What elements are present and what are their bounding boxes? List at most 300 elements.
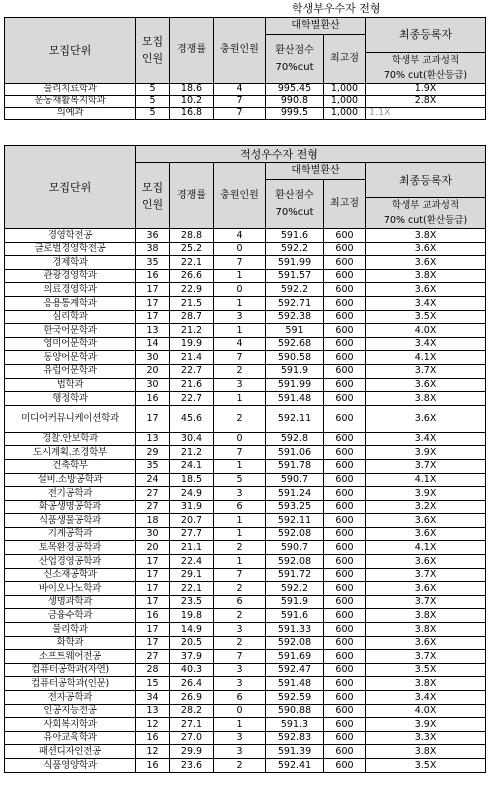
grade-cell: 3.8X <box>366 623 486 637</box>
extra-cell: 1 <box>214 269 266 283</box>
grade-cell: 3.7X <box>366 459 486 473</box>
table-row <box>5 555 486 569</box>
table-row <box>5 636 486 650</box>
header-competition: 경쟁률 <box>170 17 214 83</box>
grade-cell: 3.6X <box>366 527 486 541</box>
score-cell: 591.6 <box>266 229 324 243</box>
extra-cell: 7 <box>214 107 266 119</box>
table-row <box>5 83 486 95</box>
quota-cell: 5 <box>136 95 170 107</box>
extra-cell: 1 <box>214 514 266 528</box>
max-score-cell: 600 <box>324 527 366 541</box>
extra-cell: 0 <box>214 242 266 256</box>
header-unit: 모집단위 <box>5 17 136 83</box>
grade-cell: 4.0X <box>366 704 486 718</box>
dept-cell: 컴퓨터공학과(자연) <box>5 663 136 677</box>
extra-cell: 1 <box>214 324 266 338</box>
extra-cell: 1 <box>214 555 266 569</box>
dept-cell: 설비.소방공학과 <box>5 473 136 487</box>
quota-cell: 28 <box>136 663 170 677</box>
dept-cell: 소프트웨어전공 <box>5 650 136 664</box>
max-score-cell: 600 <box>324 663 366 677</box>
grade-cell: 3.8X <box>366 392 486 406</box>
score-cell: 592.08 <box>266 636 324 650</box>
header-final-sub: 학생부 교과성적 70% cut(환산등급) <box>366 52 486 83</box>
competition-cell: 23.6 <box>170 758 214 772</box>
extra-cell: 0 <box>214 283 266 297</box>
quota-cell: 35 <box>136 459 170 473</box>
table-row <box>5 351 486 365</box>
score-cell: 591.78 <box>266 459 324 473</box>
quota-cell: 17 <box>136 405 170 432</box>
competition-cell: 28.7 <box>170 310 214 324</box>
score-cell: 591.72 <box>266 568 324 582</box>
table-row <box>5 758 486 772</box>
dept-cell: 미디어커뮤니케이션학과 <box>5 405 136 432</box>
quota-cell: 16 <box>136 731 170 745</box>
grade-cell: 3.5X <box>366 310 486 324</box>
dept-cell: 도시계획.조경학부 <box>5 446 136 460</box>
table-aptitude <box>4 145 486 773</box>
competition-cell: 22.7 <box>170 392 214 406</box>
quota-cell: 12 <box>136 745 170 759</box>
extra-cell: 2 <box>214 758 266 772</box>
competition-cell: 31.9 <box>170 500 214 514</box>
score-cell: 592.2 <box>266 283 324 297</box>
score-cell: 590.7 <box>266 473 324 487</box>
competition-cell: 24.1 <box>170 459 214 473</box>
table-row <box>5 337 486 351</box>
competition-cell: 28.2 <box>170 704 214 718</box>
score-cell: 590.58 <box>266 351 324 365</box>
table-row <box>5 691 486 705</box>
extra-cell: 0 <box>214 704 266 718</box>
grade-cell: 3.6X <box>366 636 486 650</box>
table-row <box>5 514 486 528</box>
competition-cell: 21.1 <box>170 541 214 555</box>
max-score-cell: 600 <box>324 758 366 772</box>
quota-cell: 16 <box>136 269 170 283</box>
table-row <box>5 95 486 107</box>
header-final-group: 최종등록자 <box>366 17 486 52</box>
grade-cell: 3.3X <box>366 731 486 745</box>
dept-cell: 경영학전공 <box>5 229 136 243</box>
score-cell: 591.39 <box>266 745 324 759</box>
table-title: 적성우수자 전형 <box>136 146 486 163</box>
extra-cell: 7 <box>214 650 266 664</box>
extra-cell: 3 <box>214 623 266 637</box>
quota-cell: 27 <box>136 500 170 514</box>
max-score-cell: 600 <box>324 364 366 378</box>
score-cell: 592.68 <box>266 337 324 351</box>
max-score-cell: 600 <box>324 256 366 270</box>
max-score-cell: 600 <box>324 582 366 596</box>
competition-cell: 23.5 <box>170 595 214 609</box>
header-competition: 경쟁률 <box>170 163 214 229</box>
score-cell: 990.8 <box>266 95 324 107</box>
competition-cell: 24.9 <box>170 487 214 501</box>
grade-cell: 3.7X <box>366 364 486 378</box>
competition-cell: 19.8 <box>170 609 214 623</box>
grade-cell: 3.6X <box>366 582 486 596</box>
extra-cell: 4 <box>214 83 266 95</box>
quota-cell: 36 <box>136 229 170 243</box>
dept-cell: 산업경영공학과 <box>5 555 136 569</box>
score-cell: 592.2 <box>266 242 324 256</box>
max-score-cell: 600 <box>324 704 366 718</box>
dept-cell: 금융수학과 <box>5 609 136 623</box>
header-quota: 모집 인원 <box>136 17 170 83</box>
max-score-cell: 600 <box>324 718 366 732</box>
score-cell: 590.88 <box>266 704 324 718</box>
quota-cell: 18 <box>136 514 170 528</box>
table-row <box>5 229 486 243</box>
dept-cell: 인공지능전공 <box>5 704 136 718</box>
max-score-cell: 600 <box>324 691 366 705</box>
dept-cell: 운동재활복지학과 <box>5 95 136 107</box>
header-score-cut: 환산점수 70%cut <box>266 34 324 83</box>
quota-cell: 38 <box>136 242 170 256</box>
table-row <box>5 527 486 541</box>
grade-cell: 1.1X <box>366 107 486 119</box>
table-row <box>5 500 486 514</box>
table-row <box>5 663 486 677</box>
extra-cell: 3 <box>214 378 266 392</box>
table-row <box>5 432 486 446</box>
dept-cell: 토목환경공학과 <box>5 541 136 555</box>
table-row <box>5 704 486 718</box>
score-cell: 592.59 <box>266 691 324 705</box>
score-cell: 591.6 <box>266 609 324 623</box>
score-cell: 592.08 <box>266 555 324 569</box>
dept-cell: 한국어문학과 <box>5 324 136 338</box>
score-cell: 591.57 <box>266 269 324 283</box>
dept-cell: 행정학과 <box>5 392 136 406</box>
max-score-cell: 600 <box>324 555 366 569</box>
dept-cell: 식품생물공학과 <box>5 514 136 528</box>
grade-cell: 3.6X <box>366 242 486 256</box>
max-score-cell: 1,000 <box>324 83 366 95</box>
table-row <box>5 731 486 745</box>
dept-cell: 의료경영학과 <box>5 283 136 297</box>
competition-cell: 26.6 <box>170 269 214 283</box>
dept-cell: 물리치료학과 <box>5 83 136 95</box>
dept-cell: 바이오나노학과 <box>5 582 136 596</box>
dept-cell: 글로벌경영학전공 <box>5 242 136 256</box>
grade-cell: 1.9X <box>366 83 486 95</box>
quota-cell: 17 <box>136 582 170 596</box>
header-final-group: 최종등록자 <box>366 163 486 198</box>
table-row <box>5 609 486 623</box>
extra-cell: 3 <box>214 677 266 691</box>
score-cell: 592.83 <box>266 731 324 745</box>
max-score-cell: 600 <box>324 269 366 283</box>
score-cell: 995.45 <box>266 83 324 95</box>
score-cell: 999.5 <box>266 107 324 119</box>
extra-cell: 6 <box>214 691 266 705</box>
competition-cell: 21.4 <box>170 351 214 365</box>
grade-cell: 4.1X <box>366 541 486 555</box>
extra-cell: 3 <box>214 663 266 677</box>
max-score-cell: 600 <box>324 310 366 324</box>
header-unit: 모집단위 <box>5 146 136 229</box>
extra-cell: 2 <box>214 364 266 378</box>
table-row <box>5 541 486 555</box>
max-score-cell: 600 <box>324 487 366 501</box>
quota-cell: 17 <box>136 310 170 324</box>
extra-cell: 3 <box>214 310 266 324</box>
quota-cell: 35 <box>136 256 170 270</box>
extra-cell: 4 <box>214 337 266 351</box>
extra-cell: 7 <box>214 568 266 582</box>
grade-cell: 3.8X <box>366 229 486 243</box>
table-row <box>5 405 486 432</box>
dept-cell: 의예과 <box>5 107 136 119</box>
table-row <box>5 568 486 582</box>
competition-cell: 28.8 <box>170 229 214 243</box>
dept-cell: 물리학과 <box>5 623 136 637</box>
max-score-cell: 600 <box>324 677 366 691</box>
competition-cell: 10.2 <box>170 95 214 107</box>
score-cell: 593.25 <box>266 500 324 514</box>
max-score-cell: 600 <box>324 514 366 528</box>
extra-cell: 0 <box>214 432 266 446</box>
grade-cell: 3.9X <box>366 718 486 732</box>
header-score-cut: 환산점수 70%cut <box>266 180 324 229</box>
table-row <box>5 459 486 473</box>
extra-cell: 3 <box>214 745 266 759</box>
grade-cell: 3.8X <box>366 269 486 283</box>
score-cell: 591.69 <box>266 650 324 664</box>
grade-cell: 3.6X <box>366 256 486 270</box>
grade-cell: 3.5X <box>366 758 486 772</box>
max-score-cell: 600 <box>324 609 366 623</box>
table-row <box>5 269 486 283</box>
score-cell: 592.08 <box>266 527 324 541</box>
dept-cell: 심리학과 <box>5 310 136 324</box>
score-cell: 592.11 <box>266 405 324 432</box>
quota-cell: 16 <box>136 392 170 406</box>
score-cell: 591.33 <box>266 623 324 637</box>
quota-cell: 17 <box>136 555 170 569</box>
max-score-cell: 1,000 <box>324 107 366 119</box>
competition-cell: 25.2 <box>170 242 214 256</box>
extra-cell: 1 <box>214 527 266 541</box>
max-score-cell: 600 <box>324 595 366 609</box>
table-row <box>5 296 486 310</box>
header-extra: 충원인원 <box>214 17 266 83</box>
competition-cell: 18.6 <box>170 83 214 95</box>
competition-cell: 27.7 <box>170 527 214 541</box>
competition-cell: 18.5 <box>170 473 214 487</box>
score-cell: 592.41 <box>266 758 324 772</box>
score-cell: 591.99 <box>266 256 324 270</box>
table-row <box>5 392 486 406</box>
competition-cell: 22.1 <box>170 582 214 596</box>
quota-cell: 5 <box>136 83 170 95</box>
quota-cell: 29 <box>136 446 170 460</box>
header-final-sub: 학생부 교과성적 70% cut(환산등급) <box>366 198 486 229</box>
score-cell: 591.48 <box>266 392 324 406</box>
table-row <box>5 364 486 378</box>
table-row <box>5 487 486 501</box>
grade-cell: 3.7X <box>366 595 486 609</box>
table-row <box>5 623 486 637</box>
grade-cell: 3.6X <box>366 514 486 528</box>
grade-cell: 3.6X <box>366 378 486 392</box>
grade-cell: 3.4X <box>366 337 486 351</box>
extra-cell: 1 <box>214 296 266 310</box>
extra-cell: 6 <box>214 500 266 514</box>
extra-cell: 5 <box>214 473 266 487</box>
competition-cell: 27.0 <box>170 731 214 745</box>
dept-cell: 경제학과 <box>5 256 136 270</box>
grade-cell: 3.6X <box>366 283 486 297</box>
quota-cell: 16 <box>136 758 170 772</box>
max-score-cell: 600 <box>324 446 366 460</box>
table-title: 학생부우수자 전형 <box>5 0 486 17</box>
table-row <box>5 473 486 487</box>
competition-cell: 21.2 <box>170 324 214 338</box>
dept-cell: 전자공학과 <box>5 691 136 705</box>
competition-cell: 21.2 <box>170 446 214 460</box>
header-uni-group: 대학별환산 <box>266 17 366 34</box>
grade-cell: 3.8X <box>366 745 486 759</box>
extra-cell: 4 <box>214 229 266 243</box>
score-cell: 591.3 <box>266 718 324 732</box>
quota-cell: 27 <box>136 487 170 501</box>
dept-cell: 식품영양학과 <box>5 758 136 772</box>
competition-cell: 14.9 <box>170 623 214 637</box>
grade-cell: 3.6X <box>366 555 486 569</box>
grade-cell: 3.9X <box>366 487 486 501</box>
competition-cell: 22.7 <box>170 364 214 378</box>
quota-cell: 17 <box>136 623 170 637</box>
quota-cell: 13 <box>136 324 170 338</box>
max-score-cell: 600 <box>324 745 366 759</box>
grade-cell: 3.9X <box>366 446 486 460</box>
table-student-record <box>4 0 486 120</box>
competition-cell: 26.4 <box>170 677 214 691</box>
grade-cell: 3.7X <box>366 568 486 582</box>
table-row <box>5 677 486 691</box>
extra-cell: 2 <box>214 636 266 650</box>
score-cell: 592.2 <box>266 582 324 596</box>
grade-cell: 3.2X <box>366 500 486 514</box>
dept-cell: 전기공학과 <box>5 487 136 501</box>
quota-cell: 17 <box>136 296 170 310</box>
table-row <box>5 718 486 732</box>
competition-cell: 20.7 <box>170 514 214 528</box>
extra-cell: 7 <box>214 351 266 365</box>
quota-cell: 12 <box>136 718 170 732</box>
table-row <box>5 378 486 392</box>
quota-cell: 16 <box>136 609 170 623</box>
extra-cell: 7 <box>214 446 266 460</box>
competition-cell: 27.1 <box>170 718 214 732</box>
max-score-cell: 600 <box>324 405 366 432</box>
table-row <box>5 242 486 256</box>
max-score-cell: 600 <box>324 459 366 473</box>
grade-cell: 3.8X <box>366 677 486 691</box>
score-cell: 591.99 <box>266 378 324 392</box>
quota-cell: 20 <box>136 364 170 378</box>
quota-cell: 14 <box>136 337 170 351</box>
competition-cell: 20.5 <box>170 636 214 650</box>
dept-cell: 화공생명공학과 <box>5 500 136 514</box>
max-score-cell: 600 <box>324 731 366 745</box>
competition-cell: 22.4 <box>170 555 214 569</box>
score-cell: 590.7 <box>266 541 324 555</box>
grade-cell: 3.4X <box>366 691 486 705</box>
header-extra: 충원인원 <box>214 163 266 229</box>
extra-cell: 2 <box>214 405 266 432</box>
extra-cell: 7 <box>214 95 266 107</box>
dept-cell: 유럽어문학과 <box>5 364 136 378</box>
quota-cell: 30 <box>136 351 170 365</box>
quota-cell: 20 <box>136 541 170 555</box>
table-row <box>5 595 486 609</box>
max-score-cell: 600 <box>324 432 366 446</box>
max-score-cell: 600 <box>324 623 366 637</box>
competition-cell: 19.9 <box>170 337 214 351</box>
quota-cell: 17 <box>136 636 170 650</box>
max-score-cell: 600 <box>324 541 366 555</box>
grade-cell: 4.1X <box>366 473 486 487</box>
dept-cell: 법학과 <box>5 378 136 392</box>
dept-cell: 생명과학과 <box>5 595 136 609</box>
dept-cell: 관광경영학과 <box>5 269 136 283</box>
quota-cell: 17 <box>136 595 170 609</box>
competition-cell: 16.8 <box>170 107 214 119</box>
header-uni-group: 대학별환산 <box>266 163 366 180</box>
score-cell: 591.9 <box>266 364 324 378</box>
quota-cell: 13 <box>136 704 170 718</box>
competition-cell: 22.1 <box>170 256 214 270</box>
competition-cell: 22.9 <box>170 283 214 297</box>
grade-cell: 3.6X <box>366 405 486 432</box>
extra-cell: 7 <box>214 256 266 270</box>
extra-cell: 1 <box>214 459 266 473</box>
quota-cell: 5 <box>136 107 170 119</box>
quota-cell: 15 <box>136 677 170 691</box>
header-max-score: 최고점 <box>324 34 366 83</box>
table-row <box>5 310 486 324</box>
competition-cell: 21.6 <box>170 378 214 392</box>
quota-cell: 13 <box>136 432 170 446</box>
table-row <box>5 745 486 759</box>
max-score-cell: 600 <box>324 351 366 365</box>
competition-cell: 45.6 <box>170 405 214 432</box>
extra-cell: 1 <box>214 718 266 732</box>
grade-cell: 2.8X <box>366 95 486 107</box>
score-cell: 592.8 <box>266 432 324 446</box>
grade-cell: 3.4X <box>366 432 486 446</box>
quota-cell: 24 <box>136 473 170 487</box>
table-row <box>5 650 486 664</box>
score-cell: 591 <box>266 324 324 338</box>
dept-cell: 응용통계학과 <box>5 296 136 310</box>
quota-cell: 17 <box>136 568 170 582</box>
quota-cell: 27 <box>136 650 170 664</box>
dept-cell: 컴퓨터공학과(인문) <box>5 677 136 691</box>
score-cell: 592.47 <box>266 663 324 677</box>
score-cell: 591.9 <box>266 595 324 609</box>
grade-cell: 3.5X <box>366 663 486 677</box>
extra-cell: 2 <box>214 609 266 623</box>
competition-cell: 21.5 <box>170 296 214 310</box>
dept-cell: 경찰.안보학과 <box>5 432 136 446</box>
